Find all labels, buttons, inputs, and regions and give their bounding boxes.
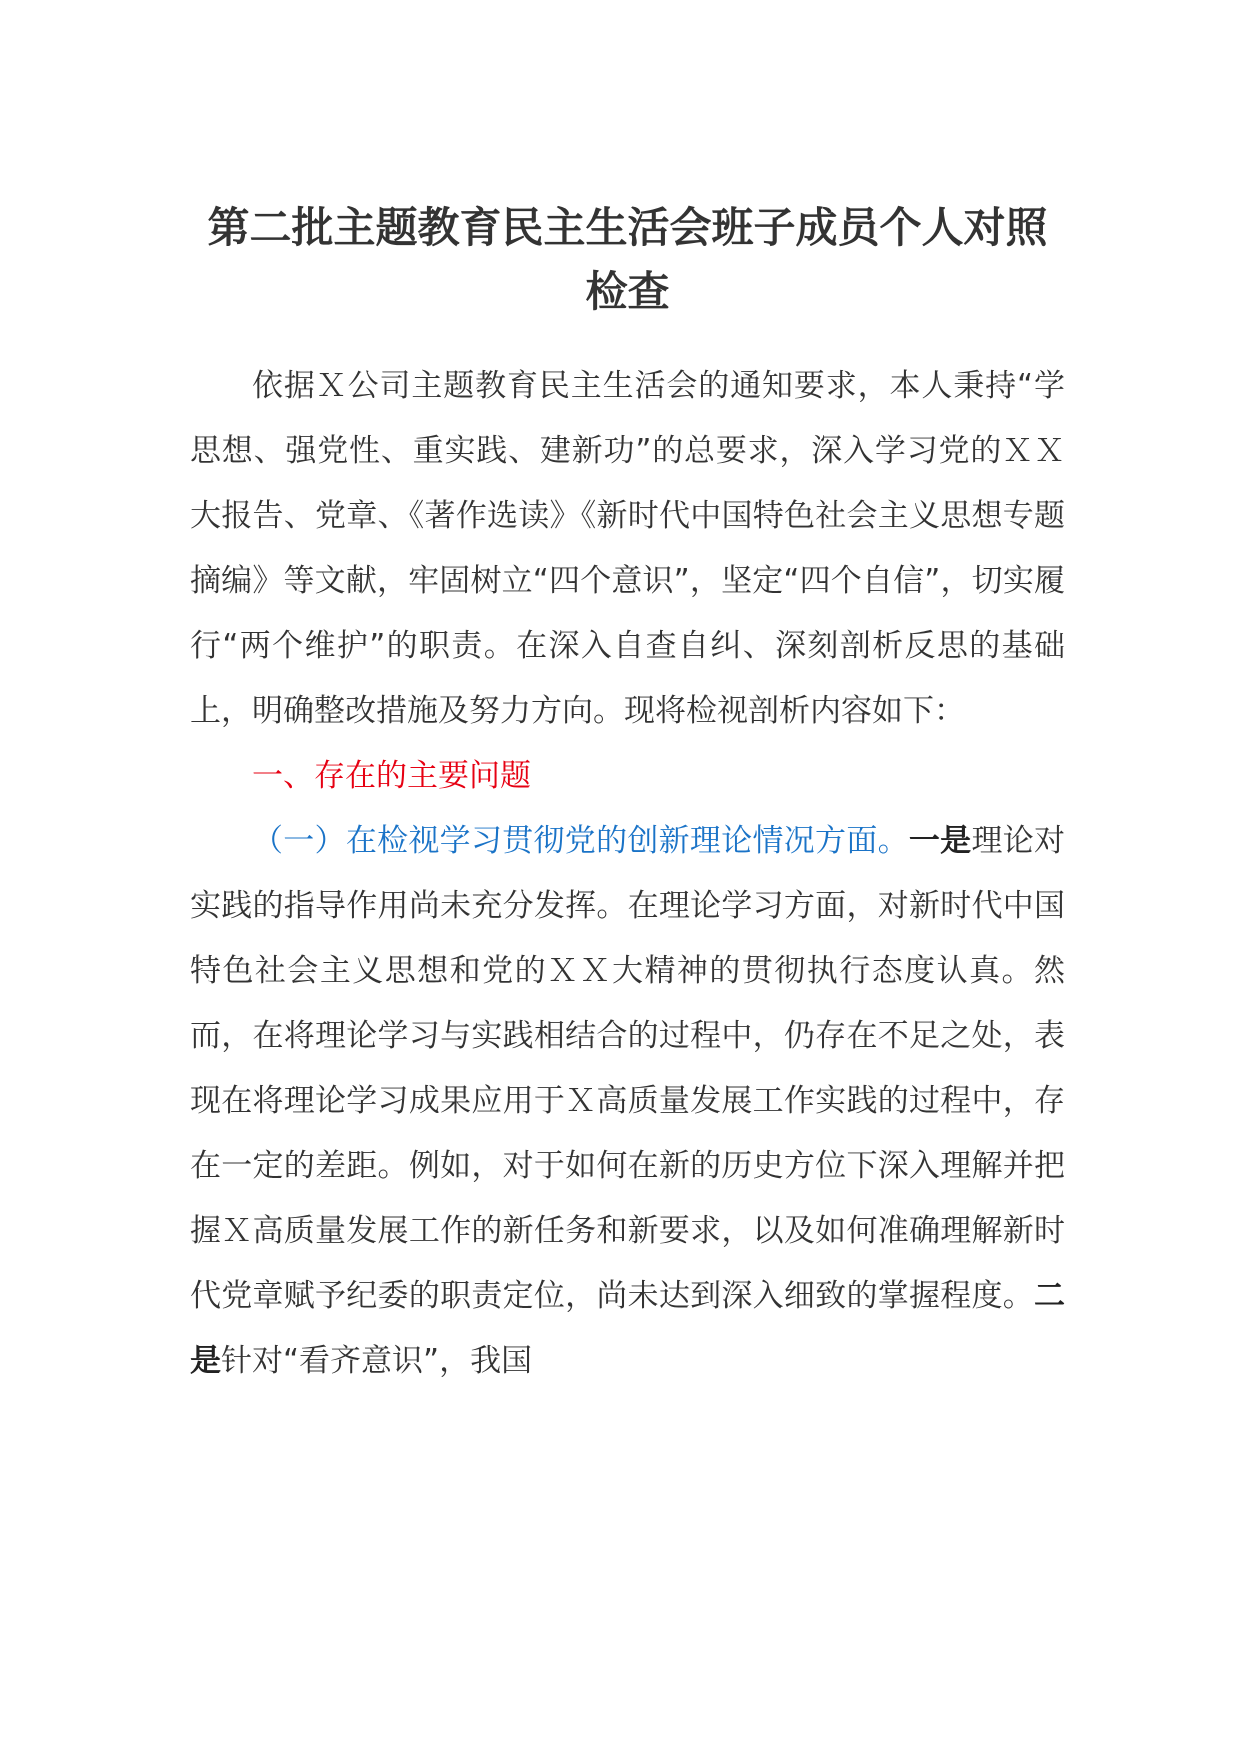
point-2-text: 针对“看齐意识”，我国 xyxy=(221,1343,533,1379)
section-heading-main-problems: 一、存在的主要问题 xyxy=(252,758,531,794)
subsection-heading: （一）在检视学习贯彻党的创新理论情况方面。 xyxy=(252,823,909,859)
document-title: 第二批主题教育民主生活会班子成员个人对照检查 xyxy=(207,203,1048,316)
point-1-text: 理论对实践的指导作用尚未充分发挥。在理论学习方面，对新时代中国特色社会主义思想和党的ＸＸ大精神的贯彻执行态度认真。然而，在将理论学习与实践相结合的过程中，仍存在不足之处，表现在将理论学习成果应用于Ｘ高质量发展工作实践的过程中，存在一定的差距。例如，对于如何在新的历史方位下深入理解并把握Ｘ高质量发展工作的新任务和新要求，以及如何准确理解新时代党章赋予纪委的职责定位，尚未达到深入细致的掌握程度。 xyxy=(190,823,1066,1314)
point-1-lead: 一是 xyxy=(908,823,972,859)
subsection-paragraph xyxy=(190,809,1065,1394)
point-2-lead: 二是 xyxy=(190,1278,1065,1379)
intro-paragraph: 依据Ｘ公司主题教育民主生活会的通知要求，本人秉持“学思想、强党性、重实践、建新功”的总要求，深入学习党的ＸＸ大报告、党章、《著作选读》《新时代中国特色社会主义思想专题摘编》等文献，牢固树立“四个意识”，坚定“四个自信”，切实履行“两个维护”的职责。在深入自查自纠、深刻剖析反思的基础上，明确整改措施及努力方向。现将检视剖析内容如下： xyxy=(190,368,1065,729)
